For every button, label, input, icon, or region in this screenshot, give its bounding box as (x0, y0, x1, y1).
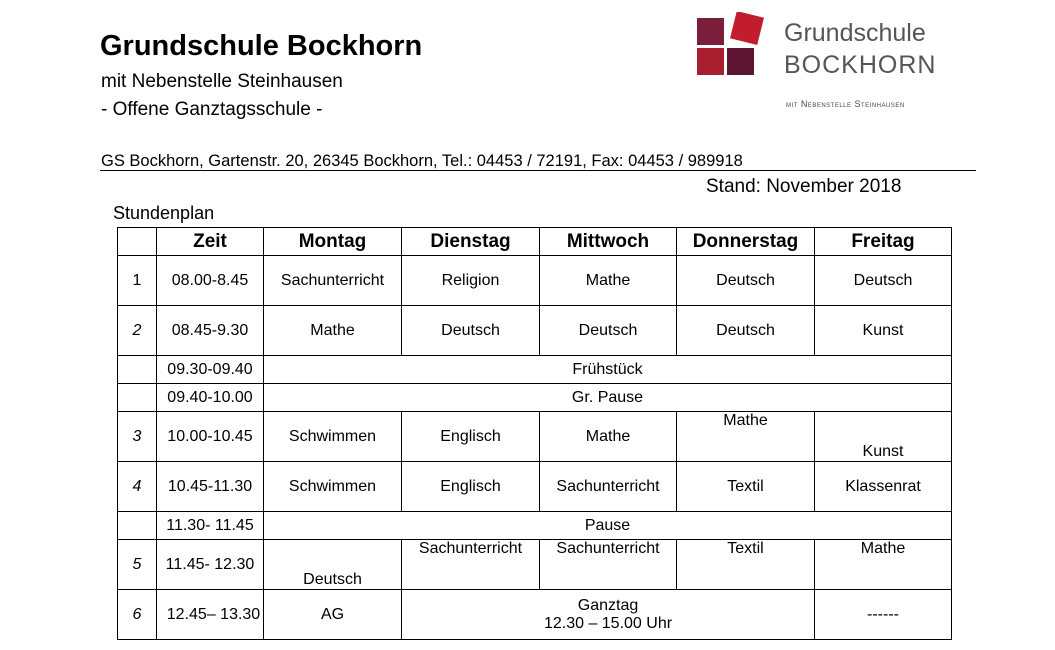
break-label: Pause (264, 512, 952, 540)
lesson-number: 3 (118, 412, 157, 462)
cell-monday: Sachunterricht (264, 256, 402, 306)
lesson-row-4 (118, 462, 952, 512)
break-row-gr-pause (118, 384, 952, 412)
cell-ganztag (402, 590, 815, 640)
header-row (118, 228, 952, 256)
cell-thursday: Deutsch (677, 256, 815, 306)
lesson-number: 1 (118, 256, 157, 306)
logo-text-grundschule: Grundschule (784, 19, 926, 47)
cell-friday: Kunst (815, 412, 952, 462)
cell-tuesday: Englisch (402, 412, 540, 462)
header-cell-monday: Montag (264, 228, 402, 256)
break-label: Gr. Pause (264, 384, 952, 412)
lesson-time: 11.45- 12.30 (157, 540, 264, 590)
ganztag-label: Ganztag (577, 596, 639, 614)
subtitle-ganztag: - Offene Ganztagsschule - (101, 99, 323, 120)
cell-wednesday: Mathe (540, 412, 677, 462)
cell-wednesday: Mathe (540, 256, 677, 306)
break-time: 11.30- 11.45 (157, 512, 264, 540)
schedule-caption: Stundenplan (113, 203, 215, 223)
lesson-row-6 (118, 590, 952, 640)
break-row-fruehstueck (118, 356, 952, 384)
cell-friday: Kunst (815, 306, 952, 356)
ganztag-hours: 12.30 – 15.00 Uhr (543, 614, 673, 632)
cell-friday: Deutsch (815, 256, 952, 306)
lesson-time: 08.45-9.30 (157, 306, 264, 356)
cell-tuesday: Deutsch (402, 306, 540, 356)
logo-mark-icon (697, 12, 769, 78)
header-cell-friday: Freitag (815, 228, 952, 256)
cell-friday: Mathe (815, 540, 952, 590)
cell-wednesday: Sachunterricht (540, 540, 677, 590)
header-cell-num (118, 228, 157, 256)
cell-monday-ag: AG (264, 590, 402, 640)
school-name: Grundschule Bockhorn (100, 30, 423, 62)
schedule-table (117, 227, 952, 640)
cell-friday: Klassenrat (815, 462, 952, 512)
lesson-time: 10.45-11.30 (157, 462, 264, 512)
header-cell-thursday: Donnerstag (677, 228, 815, 256)
break-time: 09.30-09.40 (157, 356, 264, 384)
lesson-number: 2 (118, 306, 157, 356)
lesson-number: 5 (118, 540, 157, 590)
cell-thursday: Deutsch (677, 306, 815, 356)
address-line: GS Bockhorn, Gartenstr. 20, 26345 Bockhorn, Tel.: 04453 / 72191, Fax: 04453 / 989918 (101, 152, 743, 170)
cell-monday: Schwimmen (264, 412, 402, 462)
lesson-row-2 (118, 306, 952, 356)
empty-cell (118, 356, 157, 384)
cell-wednesday: Sachunterricht (540, 462, 677, 512)
cell-tuesday: Sachunterricht (402, 540, 540, 590)
cell-friday: ------ (815, 590, 952, 640)
school-logo (697, 12, 937, 112)
break-label: Frühstück (264, 356, 952, 384)
empty-cell (118, 512, 157, 540)
cell-tuesday: Religion (402, 256, 540, 306)
cell-tuesday: Englisch (402, 462, 540, 512)
cell-thursday: Textil (677, 540, 815, 590)
stand-date: Stand: November 2018 (706, 176, 902, 197)
lesson-time: 08.00-8.45 (157, 256, 264, 306)
lesson-row-1 (118, 256, 952, 306)
cell-wednesday: Deutsch (540, 306, 677, 356)
cell-thursday: Textil (677, 462, 815, 512)
logo-text-bockhorn: BOCKHORN (784, 51, 937, 79)
cell-monday: Deutsch (264, 540, 402, 590)
header-cell-wednesday: Mittwoch (540, 228, 677, 256)
lesson-time: 12.45– 13.30 (157, 590, 264, 640)
cell-monday: Schwimmen (264, 462, 402, 512)
break-time: 09.40-10.00 (157, 384, 264, 412)
break-row-pause (118, 512, 952, 540)
cell-monday: Mathe (264, 306, 402, 356)
address-rule (100, 170, 976, 171)
lesson-time: 10.00-10.45 (157, 412, 264, 462)
logo-text-nebenstelle: mit Nebenstelle Steinhausen (786, 99, 905, 109)
lesson-row-5 (118, 540, 952, 590)
lesson-row-3 (118, 412, 952, 462)
cell-thursday: Mathe (677, 412, 815, 462)
subtitle-branch: mit Nebenstelle Steinhausen (101, 71, 343, 92)
header-cell-time: Zeit (157, 228, 264, 256)
lesson-number: 4 (118, 462, 157, 512)
lesson-number: 6 (118, 590, 157, 640)
header-cell-tuesday: Dienstag (402, 228, 540, 256)
empty-cell (118, 384, 157, 412)
